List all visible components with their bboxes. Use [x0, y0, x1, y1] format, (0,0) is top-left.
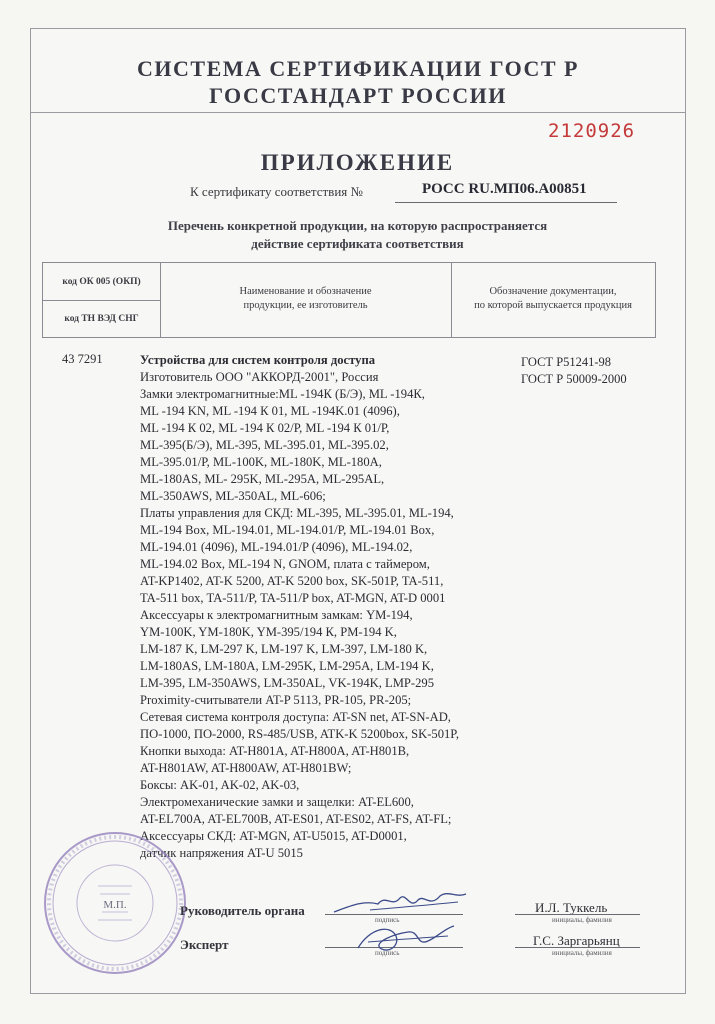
code-column: [43, 263, 161, 337]
header-table: [42, 262, 656, 338]
expert-signature-caption: подпись: [375, 949, 400, 957]
product-line: ML -194 К 02, ML -194 К 02/Р, ML -194 К 01/Р,: [140, 421, 390, 435]
product-name-header-line-2: продукции, ее изготовитель: [243, 300, 368, 311]
product-line: ML-395(Б/Э), ML-395, ML-395.01, ML-395.02,: [140, 438, 389, 452]
product-line: Аксессуары к электромагнитным замкам: YM-194,: [140, 608, 413, 622]
product-list: [140, 352, 520, 862]
subtitle-line-2: действие сертификата соответствия: [251, 236, 464, 251]
registration-number: 2120926: [548, 120, 636, 142]
product-line: датчик напряжения AT-U 5015: [140, 846, 303, 860]
product-line: YM-100K, YM-180K, YM-395/194 К, PM-194 K,: [140, 625, 397, 639]
head-signature-label: Руководитель органа: [180, 903, 305, 918]
product-line: AT-KP1402, AT-K 5200, AT-K 5200 box, SK-501P, TA-511,: [140, 574, 444, 588]
okp-code-value: 43 7291: [62, 352, 103, 366]
expert-handwritten-signature-icon: [350, 918, 460, 958]
header-line-2: ГОССТАНДАРТ РОССИИ: [209, 83, 507, 108]
product-line: ML -194 KN, ML -194 К 01, ML -194K.01 (4096),: [140, 404, 400, 418]
certificate-underline: [395, 202, 617, 203]
page-title: ПРИЛОЖЕНИЕ: [260, 150, 455, 175]
documentation-header: [451, 285, 655, 313]
head-name-line: [515, 914, 640, 915]
documentation-header-line-2: по которой выпускается продукция: [474, 300, 632, 311]
product-line: Изготовитель ООО "АККОРД-2001", Россия: [140, 370, 379, 384]
product-line: Аксессуары СКД: AT-MGN, AT-U5015, AT-D0001,: [140, 829, 407, 843]
product-line: Замки электромагнитные:ML -194К (Б/Э), ML -194К,: [140, 387, 425, 401]
product-line: Электромеханические замки и защелки: AT-EL600,: [140, 795, 414, 809]
product-line: Кнопки выхода: AT-H801A, AT-H800A, AT-H801B,: [140, 744, 410, 758]
seal-center-text: М.П.: [103, 899, 127, 911]
product-line: LM-180AS, LM-180A, LM-295K, LM-295A, LM-194 K,: [140, 659, 434, 673]
product-line: ML-194 Box, ML-194.01, ML-194.01/Р, ML-194.01 Box,: [140, 523, 435, 537]
product-line: Платы управления для СКД: ML-395, ML-395.01, ML-194,: [140, 506, 454, 520]
documentation-header-line-1: Обозначение документации,: [489, 286, 617, 297]
product-line: LM-395, LM-350AWS, LM-350AL, VK-194K, LMP-295: [140, 676, 434, 690]
product-name-header: [160, 285, 451, 313]
product-line: ML-180AS, ML- 295K, ML-295A, ML-295AL,: [140, 472, 385, 486]
head-name-caption: инициалы, фамилия: [552, 916, 612, 924]
product-line: Боксы: AK-01, AK-02, AK-03,: [140, 778, 300, 792]
product-line: ML-350AWS, ML-350AL, ML-606;: [140, 489, 326, 503]
product-name-header-line-1: Наименование и обозначение: [239, 286, 372, 297]
product-line: ML-194.01 (4096), ML-194.01/P (4096), ML-194.02,: [140, 540, 413, 554]
product-line: Proximity-считыватели AT-P 5113, PR-105, PR-205;: [140, 693, 412, 707]
head-signature-caption: подпись: [375, 916, 400, 924]
product-line: TA-511 box, TA-511/P, TA-511/P box, AT-MGN, AT-D 0001: [140, 591, 446, 605]
tnved-code-header: код ТН ВЭД СНГ: [64, 313, 139, 324]
product-line: Устройства для систем контроля доступа: [140, 353, 376, 367]
product-line: ML-194.02 Box, ML-194 N, GNOM, плата с таймером,: [140, 557, 430, 571]
expert-name: Г.С. Заргарьянц: [533, 933, 620, 948]
subtitle-line-1: Перечень конкретной продукции, на которую распространяется: [167, 218, 548, 233]
product-name-column: [160, 263, 452, 337]
product-line: LM-187 K, LM-297 K, LM-197 K, LM-397, LM-180 K,: [140, 642, 428, 656]
product-line: ПО-1000, ПО-2000, RS-485/USB, ATK-K 5200box, SK-501P,: [140, 727, 460, 741]
expert-name-caption: инициалы, фамилия: [552, 949, 612, 957]
head-name: И.Л. Туккель: [535, 900, 608, 915]
documentation-column: [451, 263, 655, 337]
official-seal-icon: [40, 828, 190, 978]
standard-2: ГОСТ Р 50009-2000: [521, 372, 627, 386]
okp-code-header: код ОК 005 (ОКП): [43, 263, 160, 301]
certificate-label: К сертификату соответствия №: [190, 184, 363, 199]
expert-name-line: [515, 947, 640, 948]
product-line: AT-EL700A, AT-EL700B, AT-ES01, AT-ES02, AT-FS, AT-FL;: [140, 812, 452, 826]
product-line: ML-395.01/Р, ML-100K, ML-180K, ML-180A,: [140, 455, 382, 469]
certificate-number: РОСС RU.МП06.А00851: [422, 181, 587, 197]
standard-1: ГОСТ Р51241-98: [521, 355, 612, 369]
header-line-1: СИСТЕМА СЕРТИФИКАЦИИ ГОСТ Р: [137, 56, 579, 81]
header-band: [30, 28, 686, 113]
head-handwritten-signature-icon: [330, 888, 470, 920]
product-line: AT-H801AW, AT-H800AW, AT-H801BW;: [140, 761, 352, 775]
product-line: Сетевая система контроля доступа: AT-SN net, AT-SN-AD,: [140, 710, 451, 724]
expert-signature-label: Эксперт: [180, 937, 229, 952]
